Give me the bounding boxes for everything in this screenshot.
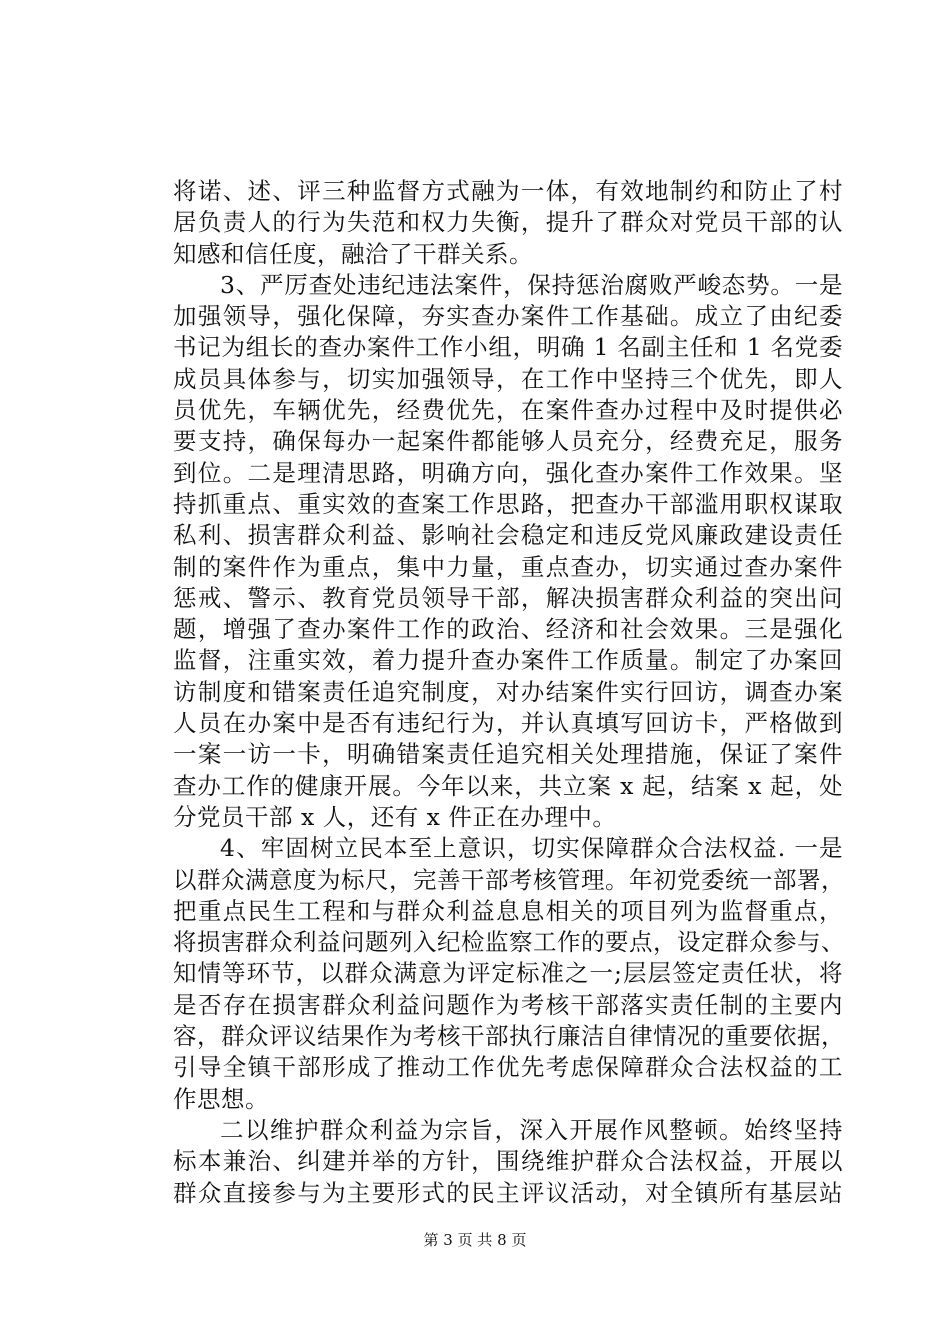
text-line: 把重点民生工程和与群众利益息息相关的项目列为监督重点， [173, 896, 843, 925]
text-line: 以群众满意度为标尺，完善干部考核管理。年初党委统一部署， [173, 865, 845, 894]
text-line: 标本兼治、纠建并举的方针，围绕维护群众合法权益，开展以 [173, 1147, 843, 1176]
text-line: 一案一访一卡，明确错案责任追究相关处理措施，保证了案件 [173, 740, 843, 769]
text-line: 持抓重点、重实效的查案工作思路，把查办干部滥用职权谋取 [173, 489, 843, 518]
text-line: 二以维护群众利益为宗旨，深入开展作风整顿。始终坚持 [220, 1115, 843, 1144]
text-line: 群众直接参与为主要形式的民主评议活动，对全镇所有基层站 [173, 1178, 843, 1207]
text-line: 知情等环节，以群众满意为评定标准之一;层层签定责任状，将 [173, 959, 843, 988]
text-line: 惩戒、警示、教育党员领导干部，解决损害群众利益的突出问 [173, 583, 843, 612]
text-line: 成员具体参与，切实加强领导，在工作中坚持三个优先，即人 [173, 364, 843, 393]
text-line: 居负责人的行为失范和权力失衡，提升了群众对党员干部的认 [173, 208, 843, 237]
text-line: 到位。二是理清思路，明确方向，强化查办案件工作效果。坚 [173, 458, 843, 487]
text-line: 访制度和错案责任追究制度，对办结案件实行回访，调查办案 [173, 677, 843, 706]
text-line: 将诺、述、评三种监督方式融为一体，有效地制约和防止了村 [173, 177, 843, 205]
text-line: 容，群众评议结果作为考核干部执行廉洁自律情况的重要依据， [173, 1022, 845, 1051]
text-line: 知感和信任度，融洽了干群关系。 [173, 239, 533, 268]
text-line: 制的案件作为重点，集中力量，重点查办，切实通过查办案件 [173, 552, 843, 581]
text-line: 引导全镇干部形成了推动工作优先考虑保障群众合法权益的工 [173, 1053, 843, 1082]
text-line: 将损害群众利益问题列入纪检监察工作的要点，设定群众参与、 [173, 928, 845, 957]
text-line: 要支持，确保每办一起案件都能够人员充分，经费充足，服务 [173, 427, 843, 456]
text-line: 查办工作的健康开展。今年以来，共立案 x 起，结案 x 起，处 [173, 771, 843, 800]
text-line: 作思想。 [173, 1084, 269, 1113]
text-line: 4、牢固树立民本至上意识，切实保障群众合法权益. 一是 [220, 834, 843, 863]
text-line: 书记为组长的查办案件工作小组，明确 1 名副主任和 1 名党委 [173, 333, 843, 362]
text-line: 题，增强了查办案件工作的政治、经济和社会效果。三是强化 [173, 615, 843, 644]
text-line: 加强领导，强化保障，夯实查办案件工作基础。成立了由纪委 [173, 302, 843, 331]
text-line: 是否存在损害群众利益问题作为考核干部落实责任制的主要内 [173, 990, 843, 1019]
text-line: 3、严厉查处违纪违法案件，保持惩治腐败严峻态势。一是 [220, 270, 843, 299]
page-number-footer: 第 3 页 共 8 页 [423, 1231, 527, 1249]
text-line: 分党员干部 x 人，还有 x 件正在办理中。 [173, 802, 617, 831]
text-line: 监督，注重实效，着力提升查办案件工作质量。制定了办案回 [173, 646, 843, 675]
text-line: 私利、损害群众利益、影响社会稳定和违反党风廉政建设责任 [173, 521, 843, 550]
document-body [173, 176, 843, 1209]
text-line: 员优先，车辆优先，经费优先，在案件查办过程中及时提供必 [173, 396, 843, 425]
text-line: 人员在办案中是否有违纪行为，并认真填写回访卡，严格做到 [173, 709, 843, 738]
